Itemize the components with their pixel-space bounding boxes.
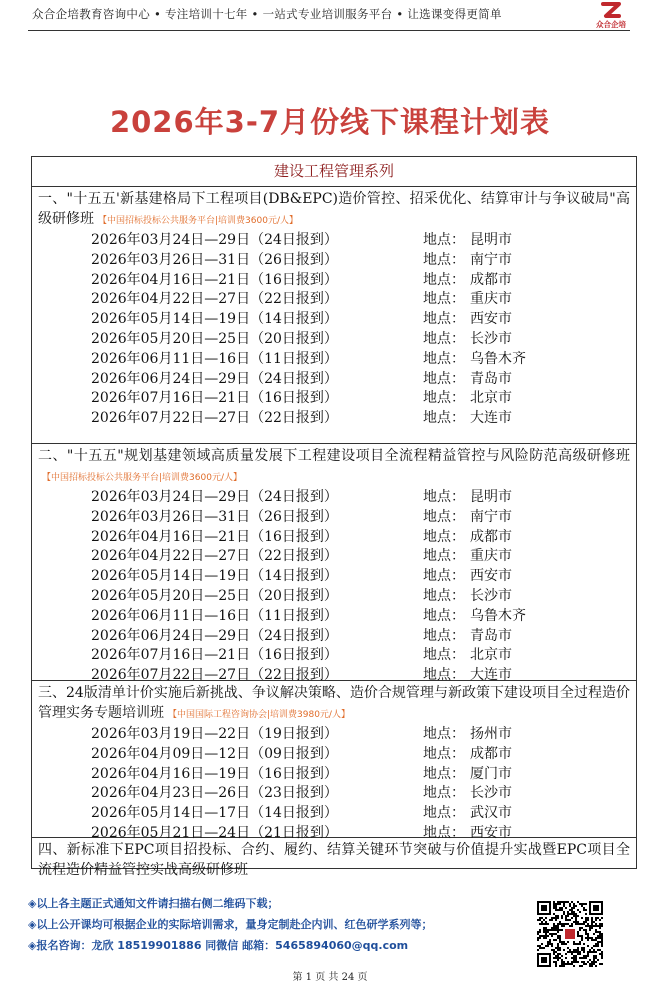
course-table	[31, 156, 637, 878]
session-row	[38, 488, 630, 508]
course-title-text: 四、新标准下EPC项目招投标、合约、履约、结算关键环节突破与价值提升实战暨EPC项目全流程造价精益管控实战高级研修班	[38, 842, 630, 878]
zhonghe-logo-icon	[586, 1, 636, 31]
place-label: 地点：	[423, 370, 465, 387]
place-label: 地点：	[423, 410, 465, 427]
place-label: 地点：	[423, 350, 465, 367]
session-row	[38, 765, 630, 785]
session-place: 南宁市	[470, 508, 512, 525]
session-place: 青岛市	[470, 627, 512, 644]
course-title-text: 二、"十五五"规划基建领域高质量发展下工程建设项目全流程精益管控与风险防范高级研修班	[38, 448, 630, 464]
session-place: 南宁市	[470, 251, 512, 268]
session-row	[38, 528, 630, 548]
place-label: 地点：	[423, 726, 465, 742]
logo-text: 众合企培	[596, 20, 626, 29]
footer-note-contact[interactable]: ◈报名咨询：龙欣 18519901886 同微信 邮箱：5465894060@qq.com	[28, 939, 409, 952]
session-place: 西安市	[470, 311, 512, 328]
session-date: 2026年06月24日—29日（24日报到）	[91, 627, 338, 644]
session-date: 2026年04月23日—26日（23日报到）	[91, 785, 338, 802]
session-place: 成都市	[470, 528, 512, 545]
place-label: 地点：	[423, 627, 465, 644]
session-place: 重庆市	[470, 291, 512, 308]
place-label: 地点：	[423, 508, 465, 525]
footer-note-custom: ◈以上公开课均可根据企业的实际培训需求，量身定制赴企内训、红色研学系列等；	[28, 918, 433, 931]
session-place: 大连市	[470, 667, 512, 684]
session-date: 2026年07月22日—27日（22日报到）	[91, 410, 338, 427]
session-date: 2026年07月16日—21日（16日报到）	[91, 390, 338, 407]
course-title	[38, 840, 630, 880]
session-date: 2026年03月26日—31日（26日报到）	[91, 251, 338, 268]
session-date: 2026年04月22日—27日（22日报到）	[91, 291, 338, 308]
course-section	[32, 838, 636, 880]
session-place: 乌鲁木齐	[470, 350, 526, 367]
place-label: 地点：	[423, 548, 465, 565]
session-row	[38, 508, 630, 528]
session-date: 2026年03月24日—29日（24日报到）	[91, 232, 338, 248]
session-row	[38, 409, 630, 429]
session-date: 2026年04月16日—21日（16日报到）	[91, 528, 338, 545]
session-place: 扬州市	[470, 726, 512, 742]
footer-notes	[28, 893, 432, 956]
session-row	[38, 567, 630, 587]
session-row	[38, 271, 630, 291]
session-date: 2026年03月19日—22日（19日报到）	[91, 726, 338, 742]
session-date: 2026年07月22日—27日（22日报到）	[91, 667, 338, 684]
session-date: 2026年05月20日—25日（20日报到）	[91, 330, 338, 347]
place-label: 地点：	[423, 251, 465, 268]
session-date: 2026年04月16日—21日（16日报到）	[91, 271, 338, 288]
place-label: 地点：	[423, 824, 465, 841]
organizer-fee-note: 【中国招标投标公共服务平台|培训费3600元/人】	[42, 473, 242, 483]
page-title: 2026年3-7月份线下课程计划表	[109, 105, 551, 139]
header-divider	[28, 30, 630, 31]
session-place: 昆明市	[470, 232, 512, 248]
place-label: 地点：	[423, 330, 465, 347]
session-date: 2026年03月26日—31日（26日报到）	[91, 508, 338, 525]
course-title	[38, 683, 630, 725]
logo-mark	[600, 1, 622, 19]
session-place: 厦门市	[470, 765, 512, 782]
session-row	[38, 251, 630, 271]
session-row	[38, 745, 630, 765]
session-row	[38, 646, 630, 666]
session-row	[38, 370, 630, 390]
session-date: 2026年04月22日—27日（22日报到）	[91, 548, 338, 565]
place-label: 地点：	[423, 311, 465, 328]
session-place: 长沙市	[470, 785, 512, 802]
session-date: 2026年05月20日—25日（20日报到）	[91, 587, 338, 604]
organizer-fee-note: 【中国招标投标公共服务平台|培训费3600元/人】	[98, 216, 298, 226]
place-label: 地点：	[423, 765, 465, 782]
session-date: 2026年03月24日—29日（24日报到）	[91, 489, 338, 505]
session-date: 2026年04月16日—19日（16日报到）	[91, 765, 338, 782]
session-row	[38, 310, 630, 330]
header-tagline: 众合企培教育咨询中心 • 专注培训十七年 • 一站式专业培训服务平台 • 让选课变得更简单	[32, 7, 502, 21]
place-label: 地点：	[423, 805, 465, 822]
session-place: 北京市	[470, 647, 512, 664]
session-row	[38, 607, 630, 627]
session-row	[38, 824, 630, 844]
course-title-text: 一、"十五五'新基建格局下工程项目(DB&EPC)造价管控、招采优化、结算审计与争议破局"高级研修班	[38, 191, 630, 227]
place-label: 地点：	[423, 232, 465, 248]
course-section	[32, 444, 636, 684]
session-date: 2026年05月14日—19日（14日报到）	[91, 568, 338, 585]
series-title: 建设工程管理系列	[32, 157, 636, 187]
session-date: 2026年04月09日—12日（09日报到）	[91, 745, 338, 762]
session-row	[38, 784, 630, 804]
place-label: 地点：	[423, 528, 465, 545]
session-place: 昆明市	[470, 489, 512, 505]
session-date: 2026年06月24日—29日（24日报到）	[91, 370, 338, 387]
place-label: 地点：	[423, 647, 465, 664]
session-place: 成都市	[470, 271, 512, 288]
session-place: 大连市	[470, 410, 512, 427]
place-label: 地点：	[423, 271, 465, 288]
session-place: 长沙市	[470, 330, 512, 347]
place-label: 地点：	[423, 291, 465, 308]
session-row	[38, 725, 630, 745]
session-date: 2026年05月21日—24日（21日报到）	[91, 824, 338, 841]
session-row	[38, 666, 630, 686]
session-row	[38, 330, 630, 350]
course-title	[38, 189, 630, 231]
session-row	[38, 627, 630, 647]
session-row	[38, 389, 630, 409]
session-place: 成都市	[470, 745, 512, 762]
session-date: 2026年07月16日—21日（16日报到）	[91, 647, 338, 664]
place-label: 地点：	[423, 489, 465, 505]
course-section	[32, 187, 636, 444]
course-title-text: 三、24版清单计价实施后新挑战、争议解决策略、造价合规管理与新政策下建设项目全过程造价管理实务专题培训班	[38, 685, 630, 721]
session-place: 西安市	[470, 824, 512, 841]
session-row	[38, 804, 630, 824]
place-label: 地点：	[423, 745, 465, 762]
place-label: 地点：	[423, 785, 465, 802]
sections-container	[32, 187, 636, 880]
course-title	[38, 446, 630, 488]
session-date: 2026年06月11日—16日（11日报到）	[91, 607, 338, 624]
course-section	[32, 681, 636, 841]
session-place: 重庆市	[470, 548, 512, 565]
session-date: 2026年06月11日—16日（11日报到）	[91, 350, 338, 367]
place-label: 地点：	[423, 667, 465, 684]
page-number: 第 1 页 共 24 页	[292, 972, 368, 983]
session-date: 2026年05月14日—17日（14日报到）	[91, 805, 338, 822]
place-label: 地点：	[423, 607, 465, 624]
session-row	[38, 547, 630, 567]
session-place: 青岛市	[470, 370, 512, 387]
place-label: 地点：	[423, 390, 465, 407]
session-place: 武汉市	[470, 805, 512, 822]
session-place: 乌鲁木齐	[470, 607, 526, 624]
footer-note-download: ◈以上各主题正式通知文件请扫描右侧二维码下载；	[28, 897, 279, 910]
session-row	[38, 231, 630, 251]
organizer-fee-note: 【中国国际工程咨询协会|培训费3980元/人】	[168, 710, 350, 720]
session-place: 北京市	[470, 390, 512, 407]
qr-code-icon[interactable]	[537, 901, 603, 967]
session-row	[38, 350, 630, 370]
place-label: 地点：	[423, 587, 465, 604]
session-place: 长沙市	[470, 587, 512, 604]
session-date: 2026年05月14日—19日（14日报到）	[91, 311, 338, 328]
place-label: 地点：	[423, 568, 465, 585]
session-row	[38, 290, 630, 310]
session-row	[38, 587, 630, 607]
session-place: 西安市	[470, 568, 512, 585]
